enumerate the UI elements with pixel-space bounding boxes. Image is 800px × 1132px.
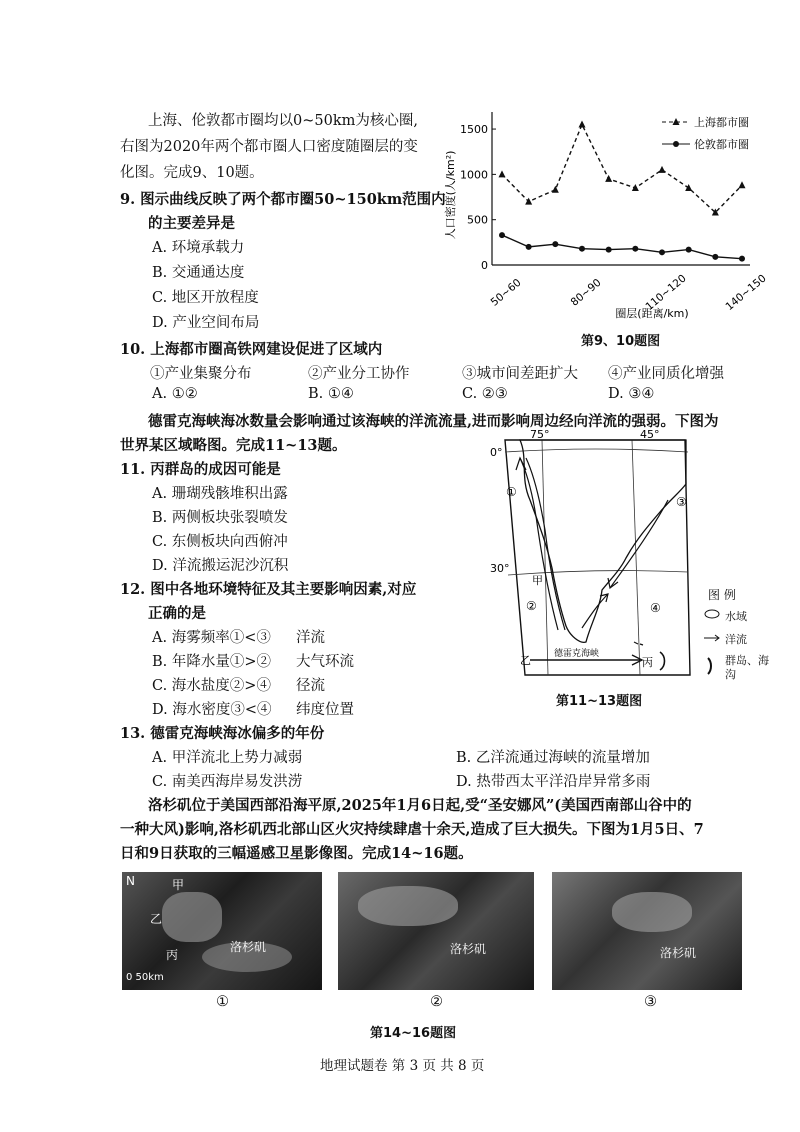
legend-label-shanghai: 上海都市圈 [694, 116, 749, 129]
option[interactable]: C. 海水盐度②>④ [152, 678, 271, 694]
legend-label-london: 伦敦都市圈 [694, 138, 749, 151]
question-10-stem: 10. 上海都市圈高铁网建设促进了区域内 [120, 341, 383, 358]
london-point [659, 249, 665, 255]
population-density-chart [440, 100, 770, 340]
option[interactable]: A. 海雾频率①<③ [152, 630, 271, 646]
option[interactable]: A. 环境承载力 [152, 240, 245, 256]
y-axis-label: 人口密度(人/km²) [444, 150, 457, 240]
y-tick-label: 0 [481, 259, 488, 272]
image-label: ③ [644, 994, 657, 1010]
y-tick-label: 500 [467, 213, 488, 227]
shanghai-point [525, 198, 532, 205]
option[interactable]: D. 产业空间布局 [152, 315, 260, 331]
current-jia-label: 甲 [532, 574, 543, 587]
option-factor: 径流 [296, 678, 325, 694]
option[interactable]: B. ①④ [308, 386, 354, 402]
option[interactable]: B. 两侧板块张裂喷发 [152, 510, 288, 526]
legend-symbols [702, 606, 722, 686]
intro-line: 德雷克海峡海冰数量会影响通过该海峡的洋流流量,进而影响周边经向洋流的强弱。下图为 [148, 413, 719, 430]
intro-line: 一种大风)影响,洛杉矶西北部山区火灾持续肆虐十余天,造成了巨大损失。下图为1月5日、7 [120, 821, 704, 838]
north-label: N [126, 874, 135, 888]
shanghai-point [579, 121, 586, 128]
scale-bar: 0 50km [126, 972, 164, 983]
option[interactable]: B. 年降水量①>② [152, 654, 272, 670]
islands-trench [660, 652, 665, 670]
page-footer: 地理试题卷 第 3 页 共 8 页 [320, 1058, 485, 1074]
strait-label: 德雷克海峡 [554, 649, 600, 659]
lon-label: 45° [640, 430, 660, 441]
x-tick-label: 80~90 [568, 276, 604, 309]
shanghai-point [739, 181, 746, 188]
city-label: 洛杉矶 [450, 942, 487, 956]
lat-label: 30° [490, 562, 510, 575]
shanghai-point [552, 186, 559, 193]
y-tick-label: 1000 [460, 168, 488, 182]
option[interactable]: C. 地区开放程度 [152, 290, 259, 306]
question-13-stem: 13. 德雷克海峡海冰偏多的年份 [120, 725, 325, 742]
image-label: ① [216, 994, 229, 1010]
city-label: 洛杉矶 [660, 946, 697, 960]
satellite-caption: 第14~16题图 [370, 1026, 457, 1041]
q10-item: ④产业同质化增强 [608, 366, 724, 382]
chart-caption: 第9、10题图 [581, 334, 661, 349]
q10-item: ③城市间差距扩大 [462, 366, 578, 382]
region-1-label: ① [506, 485, 517, 499]
london-point [686, 247, 692, 253]
shanghai-point [685, 184, 692, 191]
intro-line: 化图。完成9、10题。 [120, 165, 264, 181]
london-point [739, 256, 745, 262]
intro-line: 世界某区域略图。完成11~13题。 [120, 437, 347, 454]
legend-label: 洋流 [725, 633, 747, 646]
option-factor: 洋流 [296, 630, 325, 646]
legend-title: 图 例 [708, 588, 736, 602]
london-point [712, 254, 718, 260]
question-12-stem: 正确的是 [148, 605, 206, 622]
london-point [632, 246, 638, 252]
q10-item: ①产业集聚分布 [150, 366, 252, 382]
current-yi-label: 乙 [520, 654, 531, 667]
intro-line: 右图为2020年两个都市圈人口密度随圈层的变 [120, 139, 418, 155]
intro-line: 洛杉矶位于美国西部沿海平原,2025年1月6日起,受“圣安娜风”(美国西南部山谷中的 [148, 797, 692, 814]
city-label: 洛杉矶 [230, 940, 267, 954]
london-point [526, 244, 532, 250]
legend-label: 群岛、海沟 [725, 654, 769, 682]
question-12-stem: 12. 图中各地环境特征及其主要影响因素,对应 [120, 581, 417, 598]
shanghai-point [632, 184, 639, 191]
option[interactable]: C. 东侧板块向西俯冲 [152, 534, 288, 550]
x-tick-label: 140~150 [723, 272, 769, 314]
fire-yi-label: 乙 [150, 912, 163, 926]
option[interactable]: A. ①② [152, 386, 198, 402]
london-point [579, 246, 585, 252]
london-point [606, 247, 612, 253]
lon-45-line [632, 440, 640, 675]
option[interactable]: D. 海水密度③<④ [152, 702, 272, 718]
option[interactable]: A. 珊瑚残骸堆积出露 [152, 486, 288, 502]
region-2-label: ② [526, 599, 537, 613]
option[interactable]: A. 甲洋流北上势力减弱 [152, 750, 303, 766]
island-arc-icon [708, 658, 711, 674]
fire-bing-label: 丙 [166, 948, 179, 962]
x-tick-label: 50~60 [488, 276, 524, 309]
intro-line: 日和9日获取的三幅遥感卫星影像图。完成14~16题。 [120, 845, 473, 862]
x-axis-label: 圈层(距离/km) [615, 307, 689, 320]
current-falkland [582, 594, 608, 628]
continent-outline [520, 440, 686, 642]
current-icon [704, 635, 719, 641]
intro-line: 上海、伦敦都市圈均以0~50km为核心圈, [148, 113, 418, 129]
q10-item: ②产业分工协作 [308, 366, 410, 382]
london-point [499, 232, 505, 238]
x-tick-label: 110~120 [643, 272, 689, 314]
question-9-stem: 9. 图示曲线反映了两个都市圈50~150km范围内 [120, 191, 446, 208]
legend-label: 水域 [725, 610, 747, 623]
option[interactable]: B. 交通通达度 [152, 265, 245, 281]
question-11-stem: 11. 丙群岛的成因可能是 [120, 461, 281, 478]
islands-bing-label: 丙 [642, 656, 653, 669]
option-factor: 纬度位置 [296, 702, 354, 718]
y-tick-label: 1500 [460, 123, 488, 137]
fire-jia-label: 甲 [172, 878, 185, 892]
image-label: ② [430, 994, 443, 1010]
satellite-image-3 [552, 872, 742, 990]
london-point [552, 241, 558, 247]
shanghai-point [659, 166, 666, 173]
equator-line [505, 449, 688, 452]
option[interactable]: C. ②③ [462, 386, 508, 402]
legend-marker-london [673, 141, 679, 147]
question-9-stem: 的主要差异是 [148, 215, 235, 232]
series-line-london [502, 235, 742, 259]
option[interactable]: D. 洋流搬运泥沙沉积 [152, 558, 289, 574]
lat-label: 0° [490, 446, 503, 459]
shanghai-point [605, 175, 612, 182]
satellite-image-2 [338, 872, 534, 990]
region-4-label: ④ [650, 601, 661, 615]
satellite-image-1 [122, 872, 322, 990]
shanghai-point [499, 170, 506, 177]
option[interactable]: D. 热带西太平洋沿岸异常多雨 [456, 774, 651, 790]
region-3-label: ③ [676, 495, 687, 509]
option[interactable]: C. 南美西海岸易发洪涝 [152, 774, 303, 790]
option[interactable]: B. 乙洋流通过海峡的流量增加 [456, 750, 650, 766]
option[interactable]: D. ③④ [608, 386, 655, 402]
lon-label: 75° [530, 430, 550, 441]
water-icon [705, 610, 719, 618]
map-caption: 第11~13题图 [556, 694, 643, 709]
option-factor: 大气环流 [296, 654, 354, 670]
